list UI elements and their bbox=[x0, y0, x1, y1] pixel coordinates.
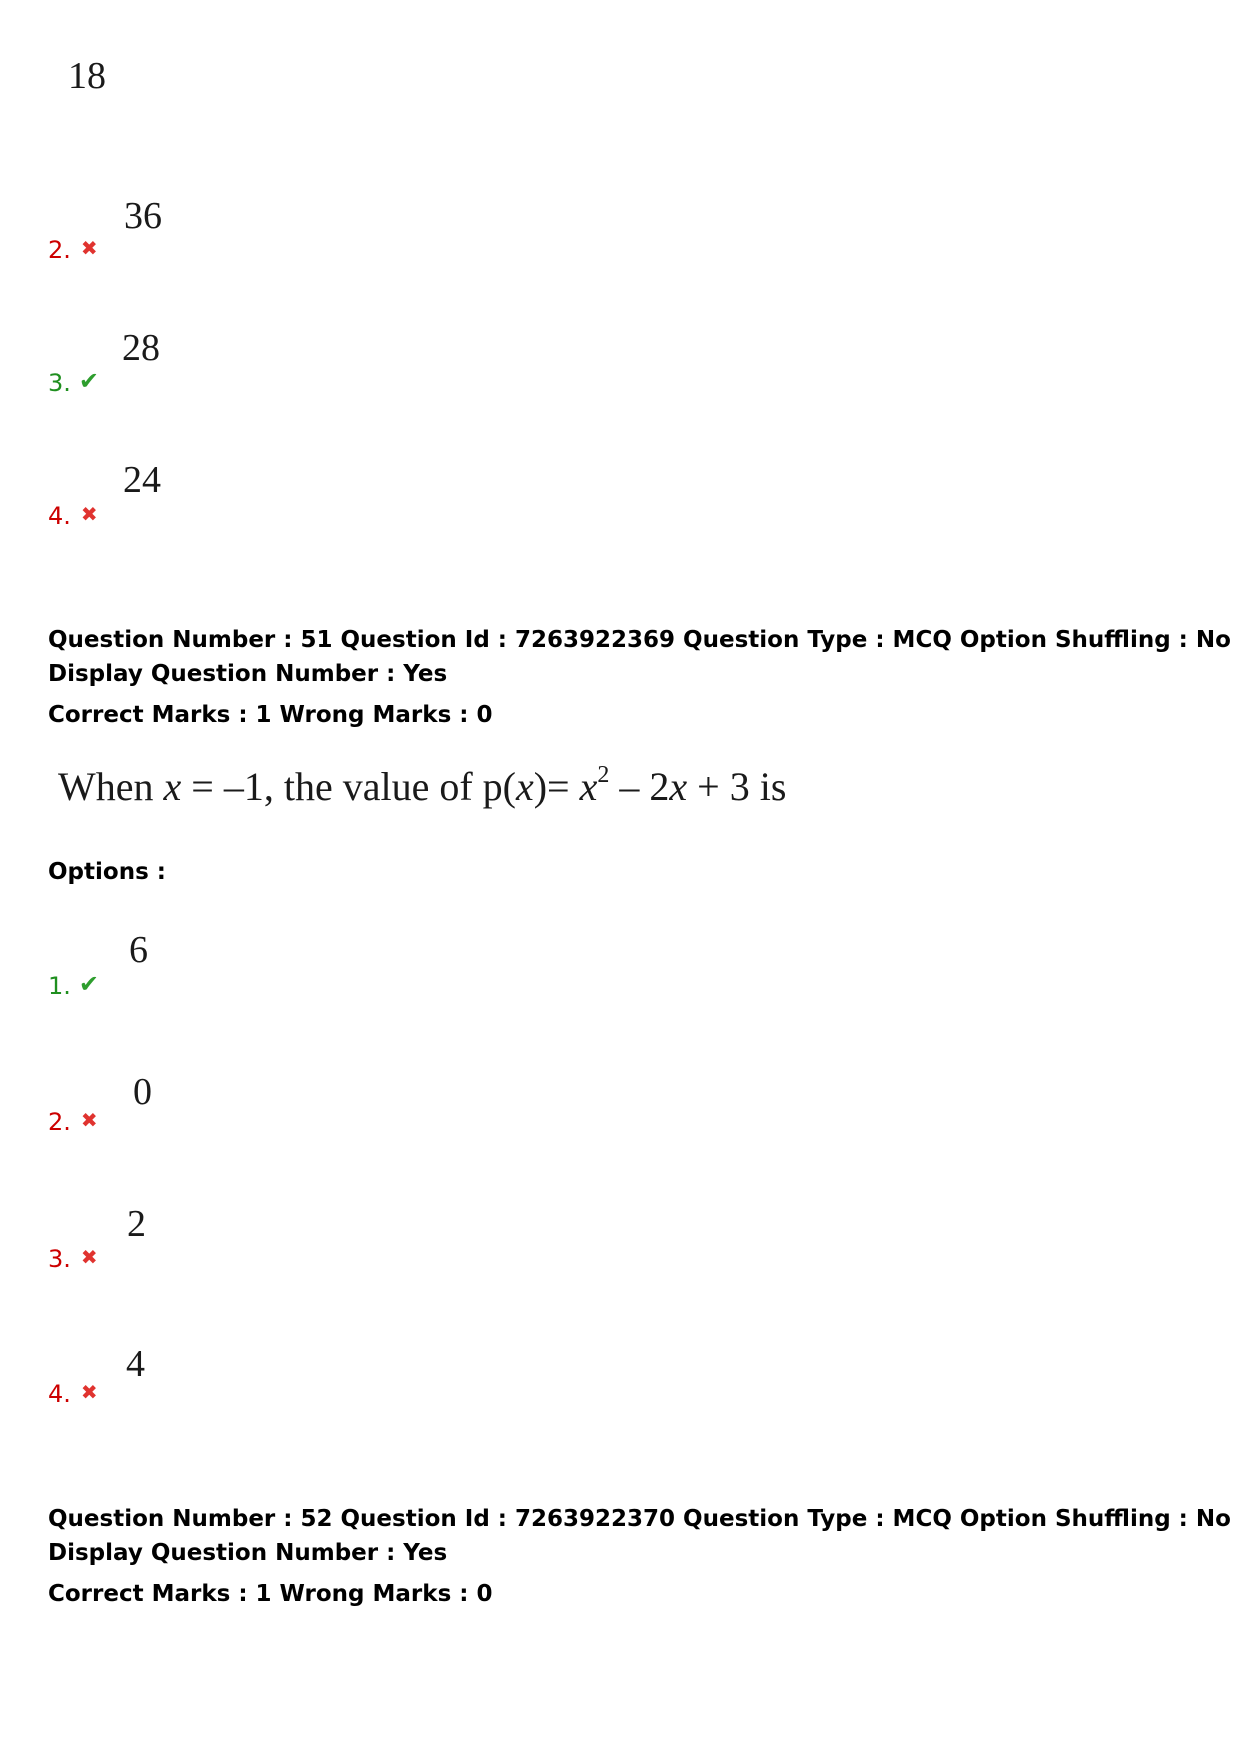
option-number bbox=[48, 234, 98, 264]
option-value: 0 bbox=[133, 1071, 152, 1113]
option-number bbox=[48, 367, 99, 397]
option-number-label: 4. bbox=[48, 1380, 71, 1408]
variable-x: x bbox=[579, 764, 598, 809]
question-meta: Question Number : 52 Question Id : 7263922370 Question Type : MCQ Option Shuffling : No bbox=[48, 1506, 1231, 1532]
question-text-part: + 3 is bbox=[687, 764, 787, 809]
exponent: 2 bbox=[597, 762, 610, 788]
variable-x: x bbox=[163, 764, 182, 809]
cross-mark-icon: ✖ bbox=[80, 1380, 98, 1404]
cross-mark-icon: ✖ bbox=[80, 1108, 98, 1132]
check-mark-icon: ✔ bbox=[78, 367, 100, 395]
option-value: 2 bbox=[127, 1203, 146, 1245]
option-value: 4 bbox=[126, 1343, 145, 1385]
question-text-part: – 2 bbox=[609, 764, 670, 809]
question-meta: Question Number : 51 Question Id : 7263922369 Question Type : MCQ Option Shuffling : No bbox=[48, 627, 1231, 653]
option-number-label: 1. bbox=[48, 972, 71, 1000]
question-text-part: = –1, the value of p( bbox=[181, 764, 516, 809]
variable-x: x bbox=[669, 764, 688, 809]
question-text-part: When bbox=[58, 764, 164, 809]
variable-x: x bbox=[515, 764, 534, 809]
option-number bbox=[48, 500, 98, 530]
question-display-meta: Display Question Number : Yes bbox=[48, 661, 448, 687]
option-number bbox=[48, 1378, 98, 1408]
question-display-meta: Display Question Number : Yes bbox=[48, 1540, 448, 1566]
option-number-label: 3. bbox=[48, 369, 71, 397]
option-number bbox=[48, 970, 99, 1000]
option-number-label: 4. bbox=[48, 502, 71, 530]
option-value: 6 bbox=[129, 929, 148, 971]
option-number-label: 3. bbox=[48, 1245, 71, 1273]
check-mark-icon: ✔ bbox=[78, 970, 100, 998]
question-text bbox=[58, 764, 786, 810]
option-number bbox=[48, 1106, 98, 1136]
option-value: 36 bbox=[124, 195, 162, 237]
cross-mark-icon: ✖ bbox=[80, 236, 98, 260]
cross-mark-icon: ✖ bbox=[80, 502, 98, 526]
option-number bbox=[48, 1243, 98, 1273]
option-value: 28 bbox=[122, 327, 160, 369]
question-marks: Correct Marks : 1 Wrong Marks : 0 bbox=[48, 1581, 493, 1607]
options-label: Options : bbox=[48, 859, 166, 885]
cross-mark-icon: ✖ bbox=[80, 1245, 98, 1269]
question-marks: Correct Marks : 1 Wrong Marks : 0 bbox=[48, 702, 493, 728]
option-value: 24 bbox=[123, 459, 161, 501]
option-number-label: 2. bbox=[48, 1108, 71, 1136]
option-value: 18 bbox=[68, 55, 106, 97]
option-number-label: 2. bbox=[48, 236, 71, 264]
question-text-part: )= bbox=[533, 764, 580, 809]
